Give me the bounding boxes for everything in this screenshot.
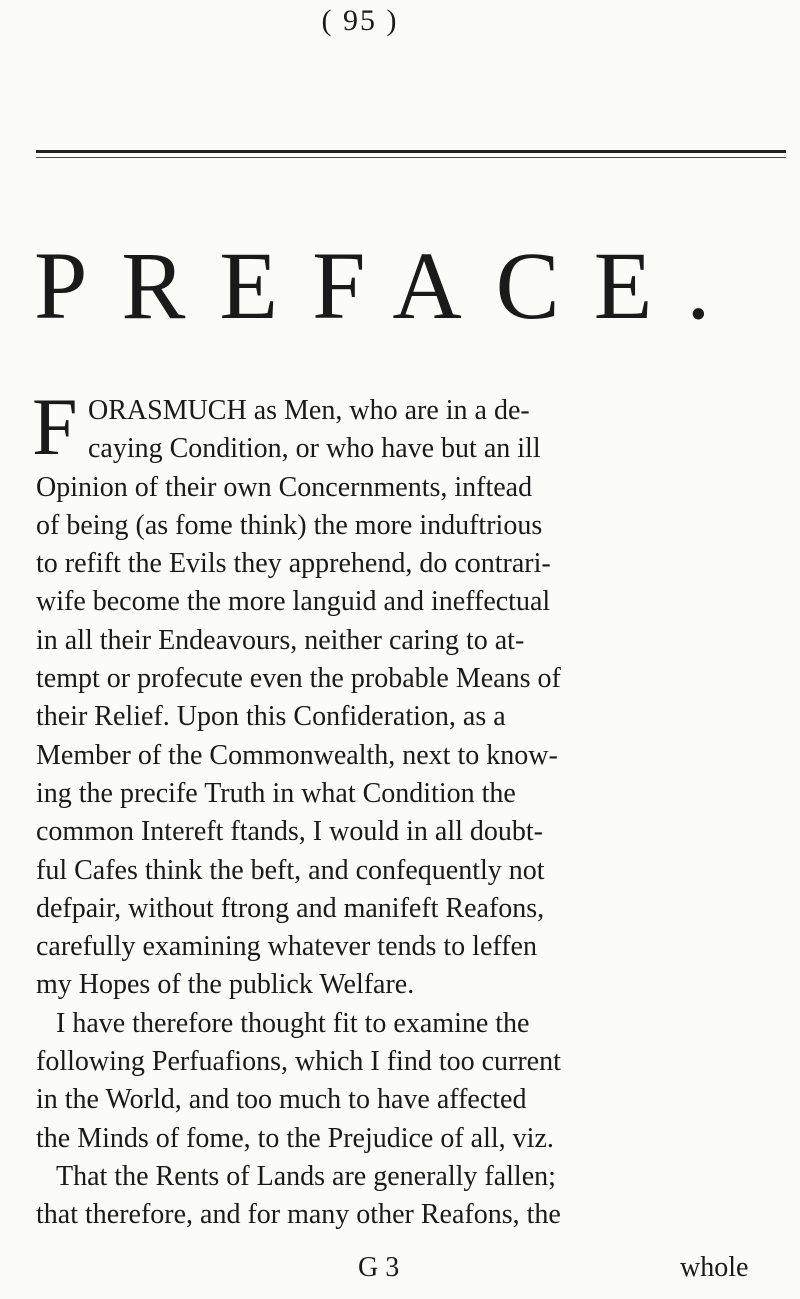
text-line: caying Condition, or who have but an ill — [88, 433, 541, 465]
text-line: following Perfuafions, which I find too current — [36, 1046, 561, 1078]
text-line: ful Cafes think the beft, and confequently not — [36, 854, 545, 886]
page-title: PREFACE. — [34, 232, 745, 339]
text-line: to refift the Evils they apprehend, do contrari- — [36, 548, 551, 580]
text-line: in all their Endeavours, neither caring to at- — [36, 624, 525, 656]
text-line: common Intereft ftands, I would in all doubt- — [36, 816, 543, 848]
text-line: ORASMUCH as Men, who are in a de- — [88, 395, 530, 426]
text-line: defpair, without ftrong and manifeft Reafons, — [36, 892, 545, 924]
text-line: I have therefore thought fit to examine the — [56, 1007, 530, 1039]
drop-cap: F — [32, 381, 78, 472]
text-line: that therefore, and for many other Reafons, the — [36, 1199, 561, 1231]
text-line: wife become the more languid and ineffectual — [36, 586, 551, 618]
text-line: ing the precife Truth in what Condition the — [36, 777, 516, 809]
signature-mark: G 3 — [358, 1252, 400, 1283]
page-footer — [0, 1252, 800, 1292]
body-text — [36, 392, 776, 1235]
text-line: the Minds of fome, to the Prejudice of all, viz. — [36, 1122, 554, 1154]
text-line: That the Rents of Lands are generally fallen; — [56, 1160, 556, 1192]
header-rule-thin — [36, 157, 786, 158]
text-line: in the World, and too much to have affected — [36, 1084, 527, 1116]
text-line: of being (as fome think) the more induftrious — [36, 509, 543, 541]
text-line: Opinion of their own Concernments, inftead — [36, 471, 533, 503]
header-rule-thick — [36, 150, 786, 153]
text-line: tempt or profecute even the probable Means of — [36, 663, 561, 695]
text-line: carefully examining whatever tends to leffen — [36, 931, 537, 963]
text-line: my Hopes of the publick Welfare. — [36, 969, 415, 1001]
text-line: their Relief. Upon this Confideration, as a — [36, 701, 506, 733]
page-number: ( 95 ) — [321, 4, 399, 37]
text-line: Member of the Commonwealth, next to know- — [36, 739, 558, 771]
catchword: whole — [680, 1252, 749, 1283]
